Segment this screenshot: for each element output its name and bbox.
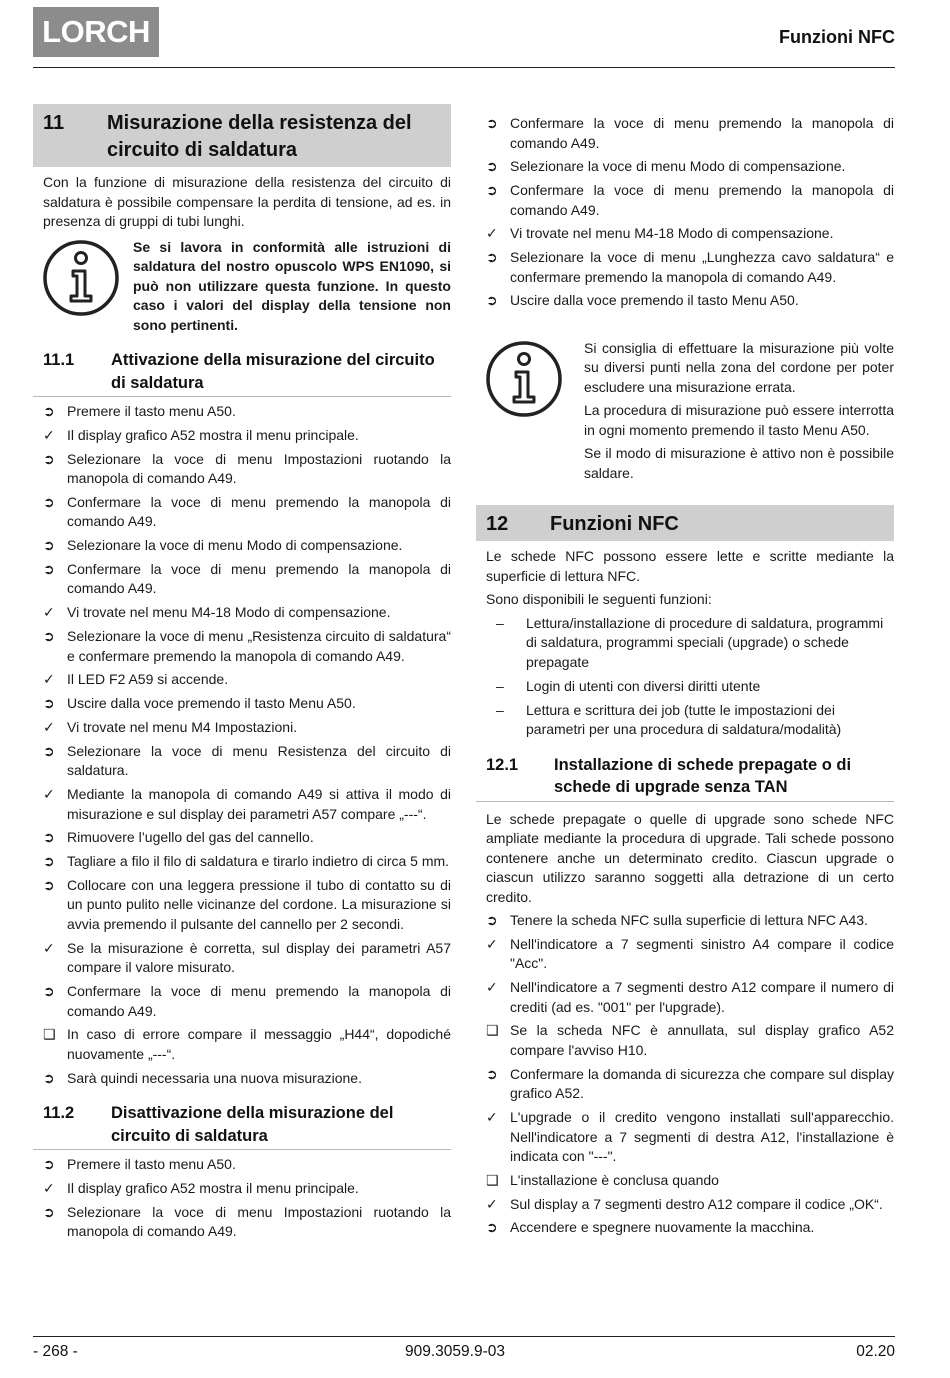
info-note: [33, 238, 451, 336]
header-title: Funzioni NFC: [779, 27, 895, 47]
bullet-marker: ➲: [486, 182, 498, 199]
list-item: [43, 982, 451, 1021]
list-item: [486, 157, 894, 177]
list-item: [486, 248, 894, 287]
bullet-marker: ✓: [43, 671, 55, 688]
bullet-marker: ✓: [486, 225, 498, 242]
section-number: 12.1: [486, 755, 519, 774]
item-text: Selezionare la voce di menu Impostazioni ruotando la manopola di comando A49.: [67, 1203, 451, 1240]
item-text: Vi trovate nel menu M4-18 Modo di compensazione.: [67, 604, 391, 621]
bullet-marker: ➲: [43, 853, 55, 870]
item-text: Confermare la voce di menu premendo la manopola di comando A49.: [510, 115, 894, 151]
bullet-marker: ➲: [43, 450, 55, 467]
list-item: [486, 978, 894, 1017]
bullet-marker: ➲: [43, 1156, 55, 1173]
item-text: Mediante la manopola di comando A49 si attiva il modo di misurazione e sul display dei parametri A57 compare „---“.: [67, 786, 451, 822]
bullet-marker: ✓: [43, 718, 55, 735]
section-title: Disattivazione della misurazione del circuito di saldatura: [111, 1104, 394, 1145]
function-list: [476, 614, 894, 740]
info-icon: [484, 339, 584, 488]
item-text: Lettura/installazione di procedure di saldatura, programmi di saldatura, programmi speciali (upgrade) o schede prepagate: [526, 614, 884, 670]
item-text: Il display grafico A52 mostra il menu principale.: [67, 426, 359, 443]
list-item: [486, 181, 894, 220]
list-item: [43, 450, 451, 489]
list-item: [496, 677, 894, 697]
section-12-intro: Le schede NFC possono essere lette e scritte mediante la superficie di lettura NFC.: [486, 548, 894, 584]
item-text: Il display grafico A52 mostra il menu principale.: [67, 1179, 359, 1196]
list-item: [43, 426, 451, 446]
section-12-heading: [476, 505, 894, 541]
bullet-marker: ✓: [486, 1109, 498, 1126]
steps-list: [476, 911, 894, 1238]
list-item: [43, 785, 451, 824]
bullet-marker: ✓: [43, 604, 55, 621]
item-text: Confermare la voce di menu premendo la manopola di comando A49.: [67, 493, 451, 530]
section-11-heading: [33, 104, 451, 167]
section-number: 11: [43, 112, 65, 134]
item-text: Premere il tasto menu A50.: [67, 403, 236, 419]
item-text: Vi trovate nel menu M4-18 Modo di compensazione.: [510, 225, 834, 242]
list-item: [43, 1155, 451, 1175]
section-11-1-heading: [33, 349, 451, 397]
info-note: [476, 339, 894, 488]
list-item: [43, 876, 451, 935]
item-text: Lettura e scrittura dei job (tutte le impostazioni dei parametri per una procedura di saldatura/modalità): [526, 701, 842, 738]
item-text: Tagliare a filo il filo di saldatura e tirarlo indietro di circa 5 mm.: [67, 853, 450, 870]
item-text: Nell'indicatore a 7 segmenti destro A12 compare il numero di crediti (ad es. "001" per l'upgrade).: [510, 979, 894, 1015]
bullet-marker: ➲: [43, 1069, 55, 1086]
page-header: [33, 7, 895, 68]
bullet-marker: ✓: [43, 939, 55, 956]
list-item: [43, 1069, 451, 1089]
bullet-marker: ✓: [43, 786, 55, 803]
steps-list: [33, 402, 451, 1088]
section-number: 11.1: [43, 351, 75, 369]
bullet-marker: ➲: [43, 403, 55, 419]
list-item: [43, 1025, 451, 1064]
lorch-logo: LORCH: [33, 7, 159, 57]
info-icon: [41, 238, 133, 336]
item-text: Selezionare la voce di menu „Lunghezza cavo saldatura“ e confermare premendo la manopola di comando A49.: [510, 249, 894, 285]
item-text: Se la scheda NFC è annullata, sul display grafico A52 compare l'avviso H10.: [510, 1022, 894, 1058]
item-text: Selezionare la voce di menu Modo di compensazione.: [510, 158, 846, 175]
list-item: [43, 742, 451, 781]
list-item: [43, 560, 451, 599]
list-item: [486, 1195, 894, 1215]
bullet-marker: ➲: [486, 158, 498, 175]
bullet-marker: ➲: [486, 1065, 498, 1082]
list-item: [43, 402, 451, 422]
page-number: - 268 -: [33, 1343, 78, 1360]
item-text: Premere il tasto menu A50.: [67, 1156, 236, 1173]
bullet-marker: ❑: [43, 1026, 56, 1043]
bullet-marker: ➲: [43, 876, 55, 893]
item-text: L'installazione è conclusa quando: [510, 1171, 719, 1188]
section-number: 12: [486, 513, 509, 536]
list-item: [486, 935, 894, 974]
item-text: L'upgrade o il credito vengono installati sull'apparecchio. Nell'indicatore a 7 segmenti di destra A12, l'installazione è indicata con "---".: [510, 1109, 894, 1165]
note-text: [584, 339, 894, 488]
bullet-marker: ➲: [43, 983, 55, 1000]
list-item: [486, 224, 894, 244]
section-title: Attivazione della misurazione del circuito di saldatura: [111, 351, 435, 392]
item-text: Selezionare la voce di menu „Resistenza circuito di saldatura“ e confermare premendo la manopola di comando A49.: [67, 628, 451, 664]
list-item: [43, 670, 451, 690]
item-text: Tenere la scheda NFC sulla superficie di lettura NFC A43.: [510, 912, 868, 929]
bullet-marker: –: [496, 614, 504, 631]
bullet-marker: ➲: [486, 115, 498, 131]
section-11-intro: Con la funzione di misurazione della resistenza del circuito di saldatura è possibile compensare la perdita di tensione, ad es. in presenza di gruppi di tubi lunghi.: [43, 174, 451, 229]
list-item: [43, 718, 451, 738]
section-12-1-intro: Le schede prepagate o quelle di upgrade sono schede NFC ampliate mediante la procedura di upgrade. Tali schede possono contenere anche un determinato credito. Ciascun upgrade o ciascun utilizzo saranno soggetti alla detrazione di un certo credito.: [486, 810, 894, 905]
item-text: Rimuovere l’ugello del gas del cannello.: [67, 829, 314, 846]
section-11-2-heading: [33, 1102, 451, 1150]
right-column: [476, 104, 894, 1242]
item-text: Uscire dalla voce premendo il tasto Menu A50.: [510, 292, 799, 309]
note-text: Se si lavora in conformità alle istruzioni di saldatura del nostro opuscolo WPS EN1090, si può non utilizzare questa funzione. In questo caso i valori del display della tensione non sono pertinenti.: [133, 238, 451, 333]
bullet-marker: ✓: [43, 1179, 55, 1196]
section-12-1-heading: [476, 754, 894, 802]
bullet-marker: –: [496, 677, 504, 694]
note-paragraph: Si consiglia di effettuare la misurazione più volte su diversi punti nella zona del cordone per poter escludere una misurazione errata.: [584, 339, 894, 395]
document-date: 02.20: [856, 1343, 895, 1360]
item-text: Confermare la domanda di sicurezza che compare sul display grafico A52.: [510, 1065, 894, 1102]
item-text: Confermare la voce di menu premendo la manopola di comando A49.: [510, 182, 894, 218]
list-item: [43, 603, 451, 623]
bullet-marker: ❑: [486, 1171, 499, 1188]
document-number: 909.3059.9-03: [405, 1343, 505, 1360]
left-column: [33, 104, 451, 1246]
item-text: Accendere e spegnere nuovamente la macchina.: [510, 1219, 815, 1236]
bullet-marker: ✓: [43, 426, 55, 443]
page-footer: [33, 1336, 895, 1360]
bullet-marker: ➲: [43, 628, 55, 645]
section-title: Funzioni NFC: [550, 513, 679, 536]
section-12-intro-2: Sono disponibili le seguenti funzioni:: [486, 591, 712, 608]
item-text: Nell'indicatore a 7 segmenti sinistro A4 compare il codice "Acc".: [510, 935, 894, 972]
item-text: Selezionare la voce di menu Impostazioni ruotando la manopola di comando A49.: [67, 450, 451, 487]
item-text: Login di utenti con diversi diritti utente: [526, 677, 761, 694]
bullet-marker: ➲: [43, 493, 55, 510]
item-text: Sul display a 7 segmenti destro A12 compare il codice „OK“.: [510, 1195, 883, 1212]
list-item: [43, 536, 451, 556]
list-item: [496, 614, 894, 673]
list-item: [486, 1065, 894, 1104]
section-title: Misurazione della resistenza del circuito di saldatura: [107, 112, 412, 161]
bullet-marker: ➲: [43, 1203, 55, 1220]
item-text: Uscire dalla voce premendo il tasto Menu A50.: [67, 695, 356, 712]
list-item: [486, 1218, 894, 1238]
bullet-marker: ➲: [486, 912, 498, 929]
bullet-marker: ➲: [43, 742, 55, 759]
note-paragraph: La procedura di misurazione può essere interrotta in ogni momento premendo il tasto Menu A50.: [584, 402, 894, 438]
list-item: [43, 1203, 451, 1242]
bullet-marker: –: [496, 701, 504, 718]
bullet-marker: ➲: [486, 249, 498, 266]
item-text: Sarà quindi necessaria una nuova misurazione.: [67, 1069, 362, 1086]
item-text: In caso di errore compare il messaggio „H44“, dopodiché nuovamente „---“.: [67, 1026, 451, 1062]
item-text: Selezionare la voce di menu Modo di compensazione.: [67, 537, 403, 554]
list-item: [43, 627, 451, 666]
steps-list: [33, 1155, 451, 1242]
bullet-marker: ❑: [486, 1022, 499, 1039]
bullet-marker: ➲: [43, 829, 55, 846]
list-item: [496, 701, 894, 740]
steps-list: [476, 114, 894, 311]
bullet-marker: ➲: [43, 560, 55, 577]
list-item: [486, 114, 894, 153]
note-paragraph: Se il modo di misurazione è attivo non è possibile saldare.: [584, 445, 894, 481]
bullet-marker: ➲: [486, 292, 498, 309]
list-item: [43, 939, 451, 978]
list-item: [486, 1171, 894, 1191]
list-item: [486, 1108, 894, 1167]
item-text: Selezionare la voce di menu Resistenza del circuito di saldatura.: [67, 742, 451, 779]
list-item: [486, 911, 894, 931]
bullet-marker: ➲: [43, 695, 55, 712]
bullet-marker: ✓: [486, 1195, 498, 1212]
item-text: Collocare con una leggera pressione il tubo di contatto su di un punto pulito nelle vicinanze del cordone. La misurazione si avvia premendo il pulsante del cannello per 2 secondi.: [67, 876, 451, 932]
list-item: [43, 493, 451, 532]
item-text: Se la misurazione è corretta, sul display dei parametri A57 compare il valore misurato.: [67, 939, 451, 976]
list-item: [43, 694, 451, 714]
item-text: Confermare la voce di menu premendo la manopola di comando A49.: [67, 983, 451, 1019]
bullet-marker: ✓: [486, 935, 498, 952]
item-text: Vi trovate nel menu M4 Impostazioni.: [67, 718, 298, 735]
section-number: 11.2: [43, 1104, 75, 1123]
bullet-marker: ✓: [486, 979, 498, 996]
item-text: Confermare la voce di menu premendo la manopola di comando A49.: [67, 560, 451, 597]
list-item: [43, 1179, 451, 1199]
bullet-marker: ➲: [486, 1219, 498, 1236]
list-item: [43, 852, 451, 872]
item-text: Il LED F2 A59 si accende.: [67, 671, 229, 688]
list-item: [486, 291, 894, 311]
list-item: [486, 1021, 894, 1060]
bullet-marker: ➲: [43, 537, 55, 554]
list-item: [43, 828, 451, 848]
section-title: Installazione di schede prepagate o di schede di upgrade senza TAN: [554, 755, 852, 797]
